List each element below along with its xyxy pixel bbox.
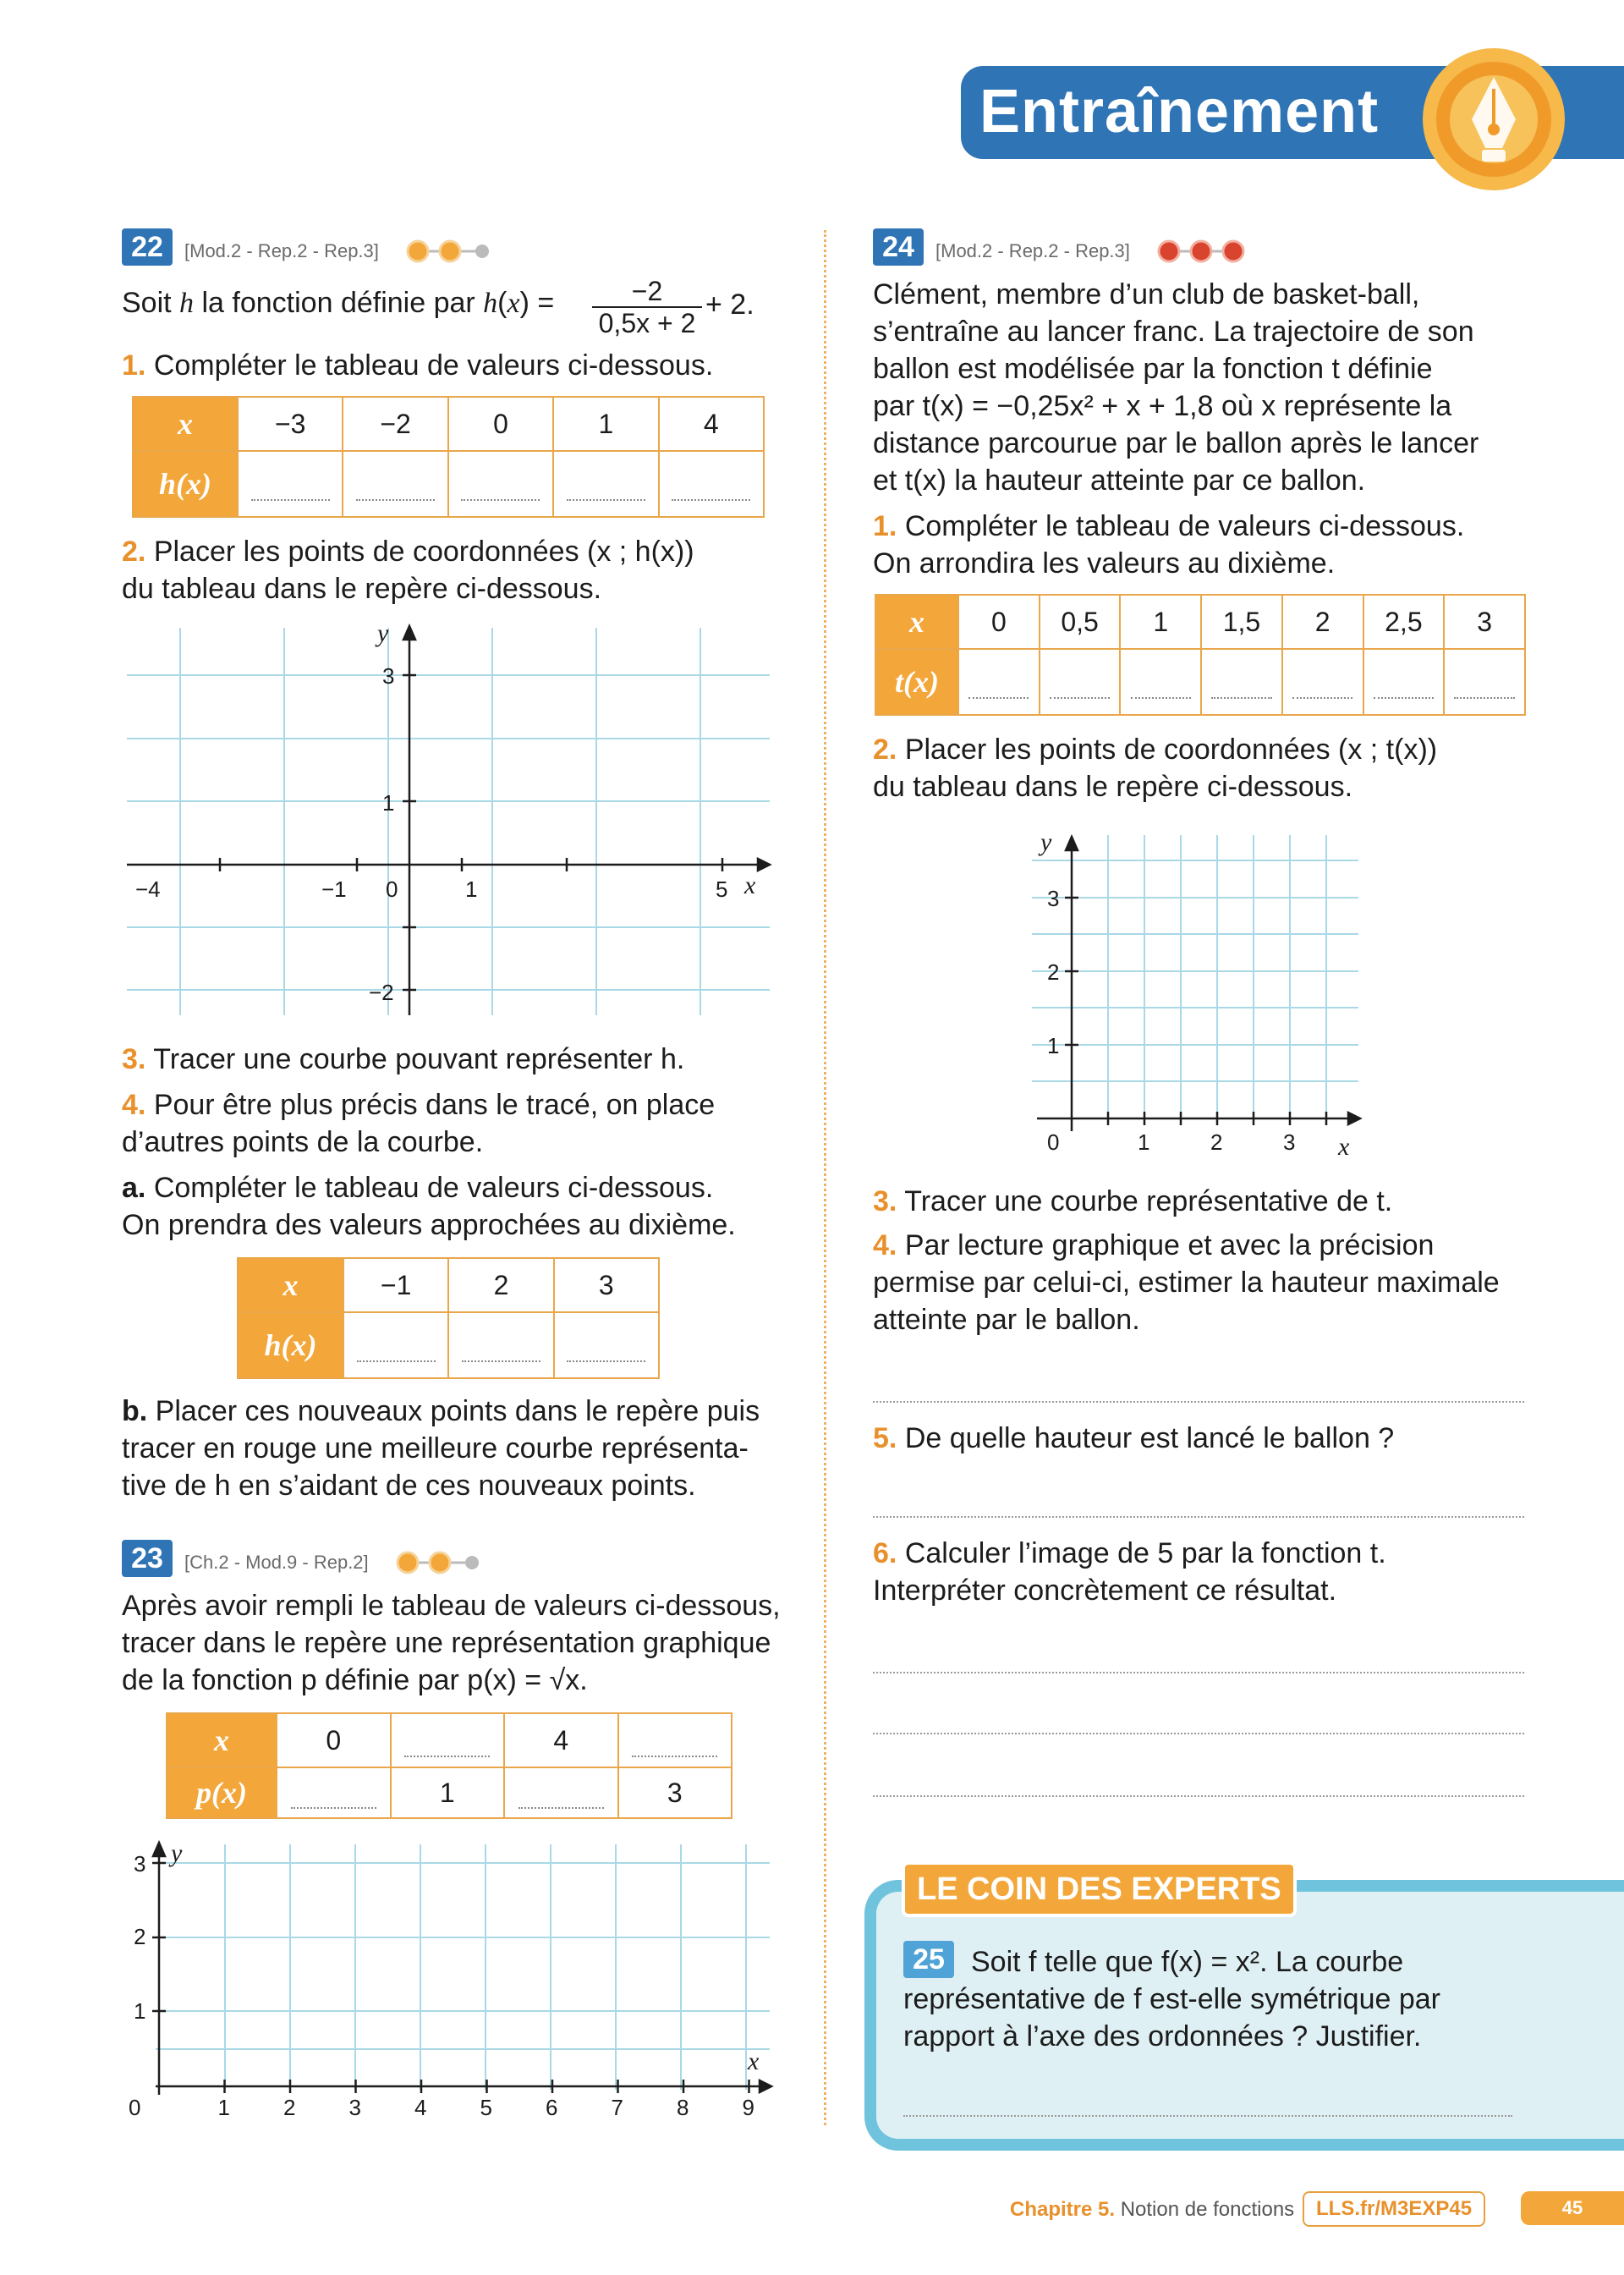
table-cell-x: −1 xyxy=(343,1258,448,1312)
table-cell-x: 0 xyxy=(448,397,553,451)
exercise-reference-text: [Ch.2 - Mod.9 - Rep.2] xyxy=(184,1552,369,1573)
column-divider xyxy=(824,230,826,2125)
tick-label: 1 xyxy=(134,1998,146,2024)
ex22-qa: a. Compléter le tableau de valeurs ci-dessous. On prendra des valeurs approchées au dixième. xyxy=(122,1172,736,1241)
pen-nib-icon xyxy=(1421,47,1566,192)
footer-link[interactable]: LLS.fr/M3EXP45 xyxy=(1303,2191,1485,2227)
exercise-reference xyxy=(184,233,379,270)
tick-label: −2 xyxy=(369,980,394,1005)
tick-label: 1 xyxy=(382,790,395,816)
values-table-t xyxy=(875,594,1526,716)
ex24-q5: 5. De quelle hauteur est lancé le ballon ? xyxy=(873,1422,1395,1454)
ex24-q3: 3. Tracer une courbe représentative de t. xyxy=(873,1185,1393,1217)
ex24-q4: 4. Par lecture graphique et avec la précision permise par celui-ci, estimer la hauteur maximale atteinte par le ballon. xyxy=(873,1229,1500,1336)
table-cell-x: 1 xyxy=(1120,595,1201,649)
exercise-number-24: 24 xyxy=(873,228,924,266)
graph-ex22[interactable] xyxy=(118,618,778,1024)
answer-line[interactable] xyxy=(873,1733,1524,1734)
answer-cell[interactable] xyxy=(958,649,1040,715)
table-cell-x: 3 xyxy=(554,1258,659,1312)
table-cell-x: −2 xyxy=(343,397,447,451)
tick-label: 3 xyxy=(348,2095,361,2120)
tick-label: 1 xyxy=(1047,1033,1060,1058)
table-cell-x: 0 xyxy=(277,1713,391,1767)
answer-line[interactable] xyxy=(873,1516,1524,1518)
exercise-number-23: 23 xyxy=(122,1540,173,1577)
fraction xyxy=(592,276,702,338)
tick-label: 6 xyxy=(546,2095,558,2120)
values-table-h-refined xyxy=(237,1257,660,1379)
tick-label: 2 xyxy=(1047,959,1060,985)
table-cell-y: 1 xyxy=(391,1767,505,1818)
page-number: 45 xyxy=(1521,2191,1624,2225)
exercise-number-25: 25 xyxy=(903,1941,954,1978)
ex25-statement: représentative de f est-elle symétrique par rapport à l’axe des ordonnées ? Justifier. xyxy=(903,1983,1440,2052)
axes xyxy=(152,1843,771,2095)
ex24-q1: 1. Compléter le tableau de valeurs ci-dessous. On arrondira les valeurs au dixième. xyxy=(873,510,1465,580)
ex22-q1: 1. Compléter le tableau de valeurs ci-dessous. xyxy=(122,349,714,382)
axes xyxy=(127,626,770,1015)
ex25-line1: Soit f telle que f(x) = x². La courbe xyxy=(971,1946,1404,1978)
ex24-q6: 6. Calculer l’image de 5 par la fonction t. Interpréter concrètement ce résultat. xyxy=(873,1537,1386,1607)
exercise-reference-text: [Mod.2 - Rep.2 - Rep.3] xyxy=(184,240,379,261)
tick-label: 3 xyxy=(1047,886,1060,911)
answer-cell[interactable] xyxy=(618,1713,732,1767)
difficulty-indicator xyxy=(404,234,497,272)
tick-label: 0 xyxy=(1047,1129,1060,1155)
table-cell-x: −3 xyxy=(238,397,343,451)
y-axis-label: y xyxy=(1040,828,1052,856)
grid xyxy=(156,1844,770,2090)
x-axis-label: x xyxy=(748,2047,760,2075)
y-axis-label: y xyxy=(171,1839,183,1867)
answer-line[interactable] xyxy=(903,2115,1512,2117)
experts-title: LE COIN DES EXPERTS xyxy=(902,1861,1297,1917)
table-header-x: x xyxy=(133,397,238,451)
x-axis-label: x xyxy=(744,871,756,899)
fraction-denominator: 0,5x + 2 xyxy=(592,306,702,338)
tick-label: 1 xyxy=(465,876,478,902)
answer-line[interactable] xyxy=(873,1795,1524,1797)
graph-ex23[interactable] xyxy=(118,1836,778,2132)
grid xyxy=(127,628,770,1015)
answer-cell[interactable] xyxy=(1363,649,1445,715)
table-cell-x: 0,5 xyxy=(1040,595,1121,649)
table-cell-x: 0 xyxy=(958,595,1040,649)
table-cell-y: 3 xyxy=(618,1767,732,1818)
tick-label: 2 xyxy=(283,2095,296,2120)
table-cell-x: 2 xyxy=(1282,595,1363,649)
tick-label: −1 xyxy=(321,876,347,902)
tick-label: 4 xyxy=(414,2095,427,2120)
exercise-reference xyxy=(935,233,1130,270)
graph-ex24[interactable] xyxy=(1032,825,1370,1163)
answer-cell[interactable] xyxy=(1282,649,1363,715)
values-table-p xyxy=(166,1712,732,1819)
tick-label: 0 xyxy=(386,876,398,902)
ex24-q2: 2. Placer les points de coordonnées (x ; t(x)) du tableau dans le repère ci-dessous. xyxy=(873,734,1438,803)
table-cell-x: 2,5 xyxy=(1363,595,1445,649)
fraction-numerator: −2 xyxy=(631,276,663,306)
tick-label: 5 xyxy=(480,2095,492,2120)
exercise-number-22: 22 xyxy=(122,228,173,266)
ex22-q2: 2. Placer les points de coordonnées (x ; h(x)) du tableau dans le repère ci-dessous. xyxy=(122,536,694,605)
answer-cell[interactable] xyxy=(448,1312,553,1378)
tick-label: 3 xyxy=(134,1851,146,1877)
answer-cell[interactable] xyxy=(238,451,343,517)
table-header-x: x xyxy=(875,595,958,649)
tick-label: 2 xyxy=(134,1924,146,1949)
section-title: Entraînement xyxy=(979,78,1380,146)
table-header-x: x xyxy=(167,1713,277,1767)
ex22-qb: b. Placer ces nouveaux points dans le repère puis tracer en rouge une meilleure courbe représenta- tive de h en s’aidant de ces nouveaux points. xyxy=(122,1395,760,1502)
answer-cell[interactable] xyxy=(343,451,447,517)
table-cell-x: 2 xyxy=(448,1258,553,1312)
tick-label: 0 xyxy=(129,2095,141,2120)
values-table-h xyxy=(132,396,765,518)
table-cell-x: 4 xyxy=(659,397,764,451)
table-header-y: h(x) xyxy=(238,1312,343,1378)
grid xyxy=(1032,835,1358,1113)
answer-cell[interactable] xyxy=(391,1713,505,1767)
ex24-statement: Clément, membre d’un club de basket-ball, s’entraîne au lancer franc. La trajectoire de son ballon est modélisée par la fonction t définie par t(x) = −0,25x² + x + 1,8 où x représente la distance parcourue par le ballon après le lancer et t(x) la hauteur atteinte par ce ballon. xyxy=(873,278,1479,497)
answer-cell[interactable] xyxy=(343,1312,448,1378)
table-cell-x: 1 xyxy=(553,397,658,451)
answer-cell[interactable] xyxy=(1201,649,1282,715)
ex22-q3: 3. Tracer une courbe pouvant représenter h. xyxy=(122,1043,685,1075)
ex22-q4: 4. Pour être plus précis dans le tracé, on place d’autres points de la courbe. xyxy=(122,1089,716,1158)
answer-cell[interactable] xyxy=(1444,649,1525,715)
tick-label: 1 xyxy=(217,2095,230,2120)
exercise-reference xyxy=(184,1544,369,1581)
tick-label: 5 xyxy=(716,876,728,902)
answer-cell[interactable] xyxy=(553,451,658,517)
x-axis-label: x xyxy=(1338,1133,1350,1161)
answer-cell[interactable] xyxy=(277,1767,391,1818)
difficulty-indicator xyxy=(394,1546,487,1583)
tick-label: 9 xyxy=(742,2095,754,2120)
answer-cell[interactable] xyxy=(1040,649,1121,715)
y-axis-label: y xyxy=(377,619,389,647)
answer-cell[interactable] xyxy=(448,451,553,517)
table-header-x: x xyxy=(238,1258,343,1312)
tick-label: −4 xyxy=(135,876,161,902)
answer-line[interactable] xyxy=(873,1401,1524,1403)
table-cell-x: 1,5 xyxy=(1201,595,1282,649)
exercise-reference-text: [Mod.2 - Rep.2 - Rep.3] xyxy=(935,240,1130,261)
table-cell-x: 4 xyxy=(504,1713,618,1767)
table-header-y: p(x) xyxy=(167,1767,277,1818)
answer-cell[interactable] xyxy=(659,451,764,517)
ex23-statement: Après avoir rempli le tableau de valeurs ci-dessous, tracer dans le repère une représentation graphique de la fonction p définie par p(x) = √x. xyxy=(122,1590,781,1696)
ex22-intro-tail: + 2. xyxy=(705,288,754,321)
table-header-y: t(x) xyxy=(875,649,958,715)
tick-label: 7 xyxy=(611,2095,623,2120)
answer-line[interactable] xyxy=(873,1672,1524,1673)
tick-label: 3 xyxy=(382,663,395,689)
tick-label: 8 xyxy=(677,2095,689,2120)
answer-cell[interactable] xyxy=(504,1767,618,1818)
axes xyxy=(1037,837,1360,1131)
tick-label: 3 xyxy=(1283,1129,1296,1155)
ex22-intro: Soit h la fonction définie par h(x) = xyxy=(122,287,555,319)
answer-cell[interactable] xyxy=(554,1312,659,1378)
table-header-y: h(x) xyxy=(133,451,238,517)
table-cell-x: 3 xyxy=(1444,595,1525,649)
tick-label: 1 xyxy=(1138,1129,1150,1155)
footer-chapter: Chapitre 5. Notion de fonctions xyxy=(1010,2198,1295,2221)
answer-cell[interactable] xyxy=(1120,649,1201,715)
tick-label: 2 xyxy=(1210,1129,1223,1155)
difficulty-indicator xyxy=(1155,234,1250,272)
